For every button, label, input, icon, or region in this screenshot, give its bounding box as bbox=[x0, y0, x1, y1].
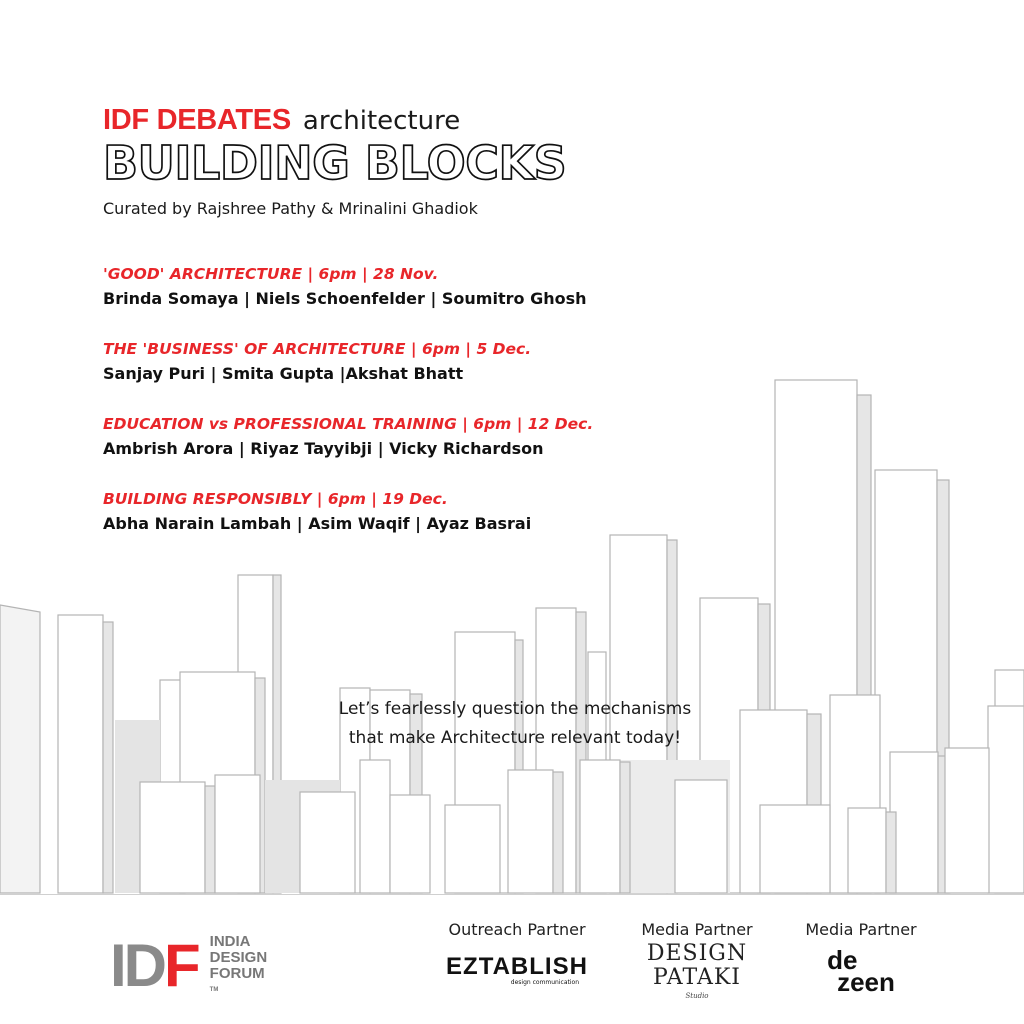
design-pataki-logo bbox=[607, 940, 787, 1000]
eztablish-logo bbox=[427, 947, 607, 995]
partner-label: Outreach Partner bbox=[448, 920, 586, 939]
session-item bbox=[103, 338, 593, 388]
partner-label: Media Partner bbox=[641, 920, 753, 939]
idf-logo-wordmark bbox=[210, 934, 268, 998]
session-speakers: Sanjay Puri | Smita Gupta |Akshat Bhatt bbox=[103, 364, 464, 383]
idf-logo-letter-f: F bbox=[164, 932, 198, 999]
design-pataki-logo-text: DESIGN PATAKI bbox=[646, 940, 748, 990]
session-title: EDUCATION vs PROFESSIONAL TRAINING | 6pm | 12 Dec. bbox=[103, 415, 594, 433]
dezeen-logo-line-2: zeen bbox=[837, 967, 895, 997]
idf-logo-line-3 bbox=[210, 966, 268, 998]
tagline-line-2: that make Architecture relevant today! bbox=[348, 728, 682, 748]
eztablish-logo-subtext: design communication bbox=[510, 979, 579, 986]
session-title: THE 'BUSINESS' OF ARCHITECTURE | 6pm | 5 Dec. bbox=[103, 340, 532, 358]
session-speakers: Abha Narain Lambah | Asim Waqif | Ayaz Basrai bbox=[103, 514, 532, 533]
idf-logo-letter-i: I bbox=[110, 932, 124, 999]
session-title: BUILDING RESPONSIBLY | 6pm | 19 Dec. bbox=[103, 490, 448, 508]
partner-media-dezeen bbox=[771, 920, 951, 995]
category-label: architecture bbox=[302, 106, 461, 136]
footer-divider bbox=[0, 894, 1024, 895]
partner-outreach bbox=[427, 920, 607, 995]
dezeen-logo-text bbox=[827, 945, 895, 997]
idf-logo-line-2: DESIGN bbox=[209, 949, 268, 966]
session-item bbox=[103, 263, 593, 313]
design-pataki-logo-subtext: Studio bbox=[685, 991, 709, 1000]
tagline-line-1: Let’s fearlessly question the mechanisms bbox=[338, 699, 692, 719]
brand-title: IDF DEBATES bbox=[103, 104, 291, 136]
session-item bbox=[103, 488, 593, 538]
partner-label: Media Partner bbox=[805, 920, 917, 939]
session-speakers: Ambrish Arora | Riyaz Tayyibji | Vicky Richardson bbox=[103, 439, 544, 458]
partner-media-design-pataki bbox=[607, 920, 787, 1000]
idf-logo-mark bbox=[110, 932, 198, 999]
tagline bbox=[250, 695, 780, 753]
brand-row bbox=[103, 104, 566, 137]
session-list bbox=[103, 263, 593, 563]
eztablish-logo-text: EZTABLISH bbox=[446, 953, 588, 980]
poster-header bbox=[103, 104, 566, 218]
session-item bbox=[103, 413, 593, 463]
trademark-mark: TM bbox=[209, 987, 219, 993]
idf-logo-line-1: INDIA bbox=[209, 933, 251, 950]
session-title: 'GOOD' ARCHITECTURE | 6pm | 28 Nov. bbox=[103, 265, 439, 283]
idf-logo-letter-d: D bbox=[123, 932, 165, 999]
dezeen-logo-line-1: de bbox=[827, 945, 858, 975]
idf-logo bbox=[110, 934, 267, 998]
page-title: BUILDING BLOCKS bbox=[103, 136, 567, 190]
curators-line: Curated by Rajshree Pathy & Mrinalini Ghadiok bbox=[103, 199, 478, 218]
idf-logo-forum: FORUM bbox=[209, 965, 265, 982]
dezeen-logo bbox=[771, 947, 951, 995]
session-speakers: Brinda Somaya | Niels Schoenfelder | Soumitro Ghosh bbox=[103, 289, 587, 308]
